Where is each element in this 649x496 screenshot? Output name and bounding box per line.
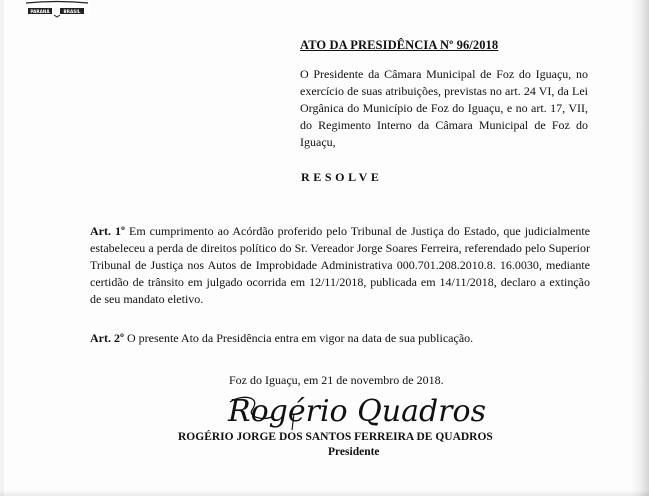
scan-shadow-right [631,0,649,496]
signature-script: Rogério Quadros [226,394,486,429]
article-1-label: Art. 1º [90,224,125,238]
scan-edge-left [0,0,4,496]
scan-shadow-bottom [0,490,649,496]
article-2-text: O presente Ato da Presidência entra em vigor na data de sua publicação. [126,331,474,345]
header-logo [24,0,90,18]
signer-role: Presidente [328,446,380,458]
date-line: Foz do Iguaçu, em 21 de novembro de 2018. [229,373,444,387]
logo-left-text: PARANÁ [30,8,50,14]
resolve-heading: RESOLVE [301,170,383,184]
article-1 [90,223,590,308]
handwritten-signature [222,392,494,432]
article-2 [90,330,610,347]
preamble-paragraph: O Presidente da Câmara Municipal de Foz do Iguaçu, no exercício de suas atribuições, previstas no art. 24 VI, da Lei Orgânica do Município de Foz do Iguaçu, e no art. 17, VII, do Regimento Interno da Câmara Municipal de Foz do Iguaçu, [300,67,588,149]
article-2-label: Art. 2º [90,331,124,345]
signer-name: ROGÉRIO JORGE DOS SANTOS FERREIRA DE QUADROS [178,431,493,443]
article-1-text: Em cumprimento ao Acórdão proferido pelo Tribunal de Justiça do Estado, que judicialmente estabeleceu a perda de direitos político do Sr. Vereador Jorge Soares Ferreira, referendado pelo Superior Tribunal de Justiça nos Autos de Improbidade Administrativa 000.701.208.2010.8. 16.0030, mediante certidão de trânsito em julgado ocorrida em 12/11/2018, publicada em 14/11/2018, declaro a extinção de seu mandato eletivo. [90,224,591,306]
logo-right-text: BRASIL [63,8,81,14]
document-title: ATO DA PRESIDÊNCIA Nº 96/2018 [300,38,499,52]
